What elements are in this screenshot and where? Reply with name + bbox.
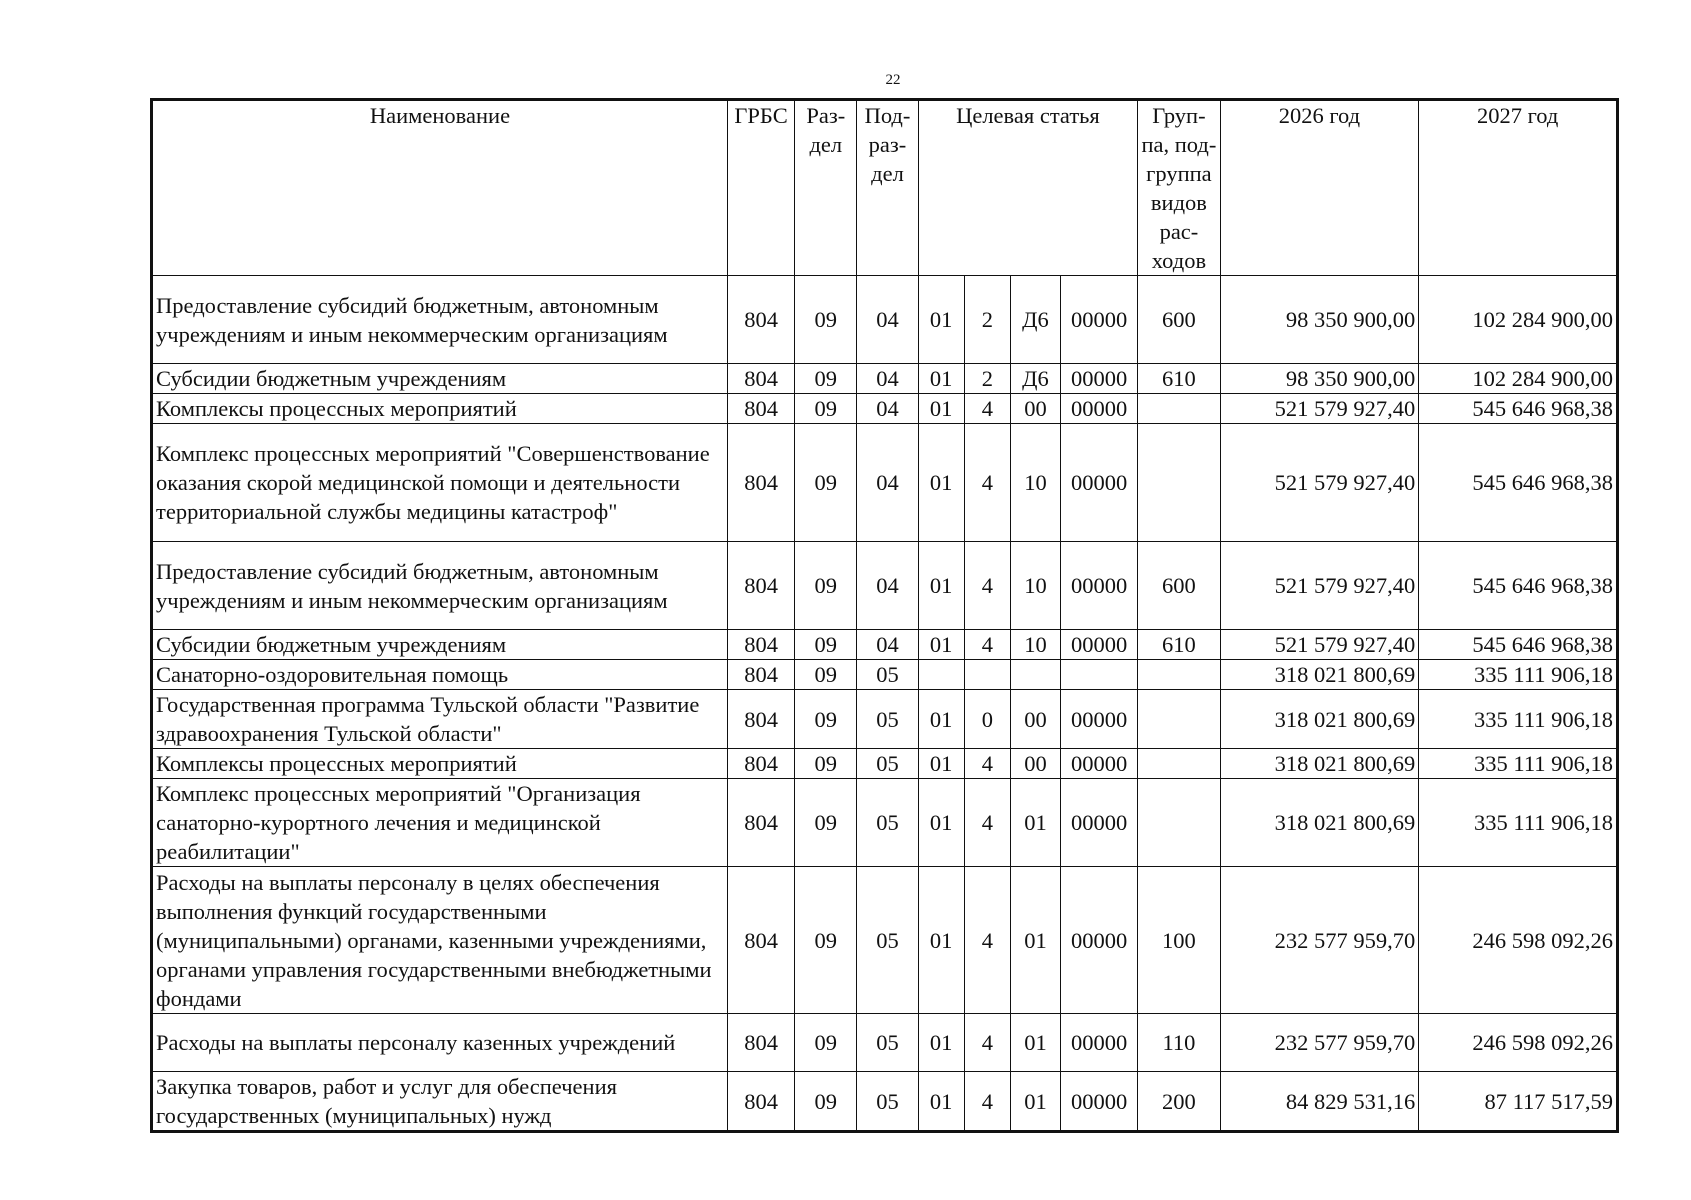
cell-target-structure: Д6 bbox=[1010, 364, 1060, 394]
cell-podrazdel: 05 bbox=[857, 749, 918, 779]
cell-2026: 98 350 900,00 bbox=[1220, 276, 1419, 364]
cell-target-type: 4 bbox=[964, 424, 1010, 542]
cell-target-direction: 00000 bbox=[1061, 1014, 1138, 1072]
cell-2026: 521 579 927,40 bbox=[1220, 542, 1419, 630]
cell-2026: 232 577 959,70 bbox=[1220, 867, 1419, 1014]
cell-target-type: 4 bbox=[964, 1072, 1010, 1132]
cell-grbs: 804 bbox=[727, 424, 794, 542]
header-razdel bbox=[795, 100, 857, 276]
cell-podrazdel: 04 bbox=[857, 542, 918, 630]
cell-target-structure bbox=[1010, 660, 1060, 690]
cell-expense-group: 610 bbox=[1138, 630, 1220, 660]
header-2026: 2026 год bbox=[1220, 100, 1419, 276]
cell-razdel: 09 bbox=[795, 394, 857, 424]
cell-2027: 545 646 968,38 bbox=[1419, 424, 1618, 542]
table-row bbox=[152, 276, 1618, 364]
table-row bbox=[152, 424, 1618, 542]
cell-razdel: 09 bbox=[795, 779, 857, 867]
cell-2026: 318 021 800,69 bbox=[1220, 690, 1419, 749]
page-number: 22 bbox=[885, 72, 901, 88]
table-row bbox=[152, 1014, 1618, 1072]
header-podrazdel bbox=[857, 100, 918, 276]
cell-target-structure: 10 bbox=[1010, 424, 1060, 542]
cell-expense-group bbox=[1138, 690, 1220, 749]
cell-target-direction: 00000 bbox=[1061, 1072, 1138, 1132]
header-name: Наименование bbox=[152, 100, 728, 276]
cell-target-program: 01 bbox=[918, 276, 964, 364]
cell-target-direction: 00000 bbox=[1061, 690, 1138, 749]
cell-razdel: 09 bbox=[795, 364, 857, 394]
cell-target-type: 2 bbox=[964, 364, 1010, 394]
table-body bbox=[152, 276, 1618, 1132]
cell-2027: 87 117 517,59 bbox=[1419, 1072, 1618, 1132]
cell-expense-group bbox=[1138, 749, 1220, 779]
cell-2026: 521 579 927,40 bbox=[1220, 394, 1419, 424]
cell-target-direction: 00000 bbox=[1061, 542, 1138, 630]
cell-expense-group bbox=[1138, 424, 1220, 542]
table-row bbox=[152, 630, 1618, 660]
table-row bbox=[152, 779, 1618, 867]
cell-2026: 318 021 800,69 bbox=[1220, 749, 1419, 779]
table-row bbox=[152, 660, 1618, 690]
cell-target-direction: 00000 bbox=[1061, 779, 1138, 867]
cell-target-structure: 10 bbox=[1010, 630, 1060, 660]
cell-target-program: 01 bbox=[918, 542, 964, 630]
cell-2027: 102 284 900,00 bbox=[1419, 276, 1618, 364]
cell-razdel: 09 bbox=[795, 276, 857, 364]
header-podrazdel-text: Под- раз- дел bbox=[864, 103, 911, 186]
cell-target-program: 01 bbox=[918, 867, 964, 1014]
cell-name: Субсидии бюджетным учреждениям bbox=[152, 364, 728, 394]
cell-target-direction: 00000 bbox=[1061, 394, 1138, 424]
cell-target-program: 01 bbox=[918, 630, 964, 660]
cell-target-structure: 00 bbox=[1010, 690, 1060, 749]
cell-razdel: 09 bbox=[795, 424, 857, 542]
cell-target-type: 4 bbox=[964, 1014, 1010, 1072]
header-razdel-text: Раз- дел bbox=[806, 103, 846, 157]
cell-podrazdel: 05 bbox=[857, 1072, 918, 1132]
cell-target-structure: 01 bbox=[1010, 779, 1060, 867]
cell-grbs: 804 bbox=[727, 660, 794, 690]
cell-podrazdel: 04 bbox=[857, 364, 918, 394]
cell-target-program: 01 bbox=[918, 394, 964, 424]
header-group-text: Груп- па, под- группа видов рас- ходов bbox=[1141, 103, 1217, 273]
cell-2027: 335 111 906,18 bbox=[1419, 660, 1618, 690]
cell-target-structure: 01 bbox=[1010, 1072, 1060, 1132]
cell-grbs: 804 bbox=[727, 542, 794, 630]
cell-podrazdel: 05 bbox=[857, 1014, 918, 1072]
cell-target-program: 01 bbox=[918, 364, 964, 394]
header-2027: 2027 год bbox=[1419, 100, 1618, 276]
cell-podrazdel: 04 bbox=[857, 424, 918, 542]
cell-2026: 232 577 959,70 bbox=[1220, 1014, 1419, 1072]
cell-expense-group bbox=[1138, 394, 1220, 424]
cell-2027: 545 646 968,38 bbox=[1419, 394, 1618, 424]
table-row bbox=[152, 364, 1618, 394]
cell-name: Комплексы процессных мероприятий bbox=[152, 394, 728, 424]
table-row bbox=[152, 690, 1618, 749]
cell-razdel: 09 bbox=[795, 1072, 857, 1132]
cell-grbs: 804 bbox=[727, 867, 794, 1014]
cell-name: Санаторно-оздоровительная помощь bbox=[152, 660, 728, 690]
cell-expense-group: 110 bbox=[1138, 1014, 1220, 1072]
cell-name: Субсидии бюджетным учреждениям bbox=[152, 630, 728, 660]
table-row bbox=[152, 394, 1618, 424]
cell-target-direction: 00000 bbox=[1061, 867, 1138, 1014]
cell-podrazdel: 05 bbox=[857, 867, 918, 1014]
cell-grbs: 804 bbox=[727, 364, 794, 394]
cell-target-program: 01 bbox=[918, 779, 964, 867]
cell-target-direction: 00000 bbox=[1061, 630, 1138, 660]
cell-expense-group: 200 bbox=[1138, 1072, 1220, 1132]
cell-2026: 521 579 927,40 bbox=[1220, 630, 1419, 660]
cell-2027: 335 111 906,18 bbox=[1419, 749, 1618, 779]
cell-expense-group bbox=[1138, 660, 1220, 690]
budget-table bbox=[150, 98, 1619, 1133]
header-grbs: ГРБС bbox=[727, 100, 794, 276]
cell-target-type: 4 bbox=[964, 779, 1010, 867]
cell-2026: 318 021 800,69 bbox=[1220, 779, 1419, 867]
cell-razdel: 09 bbox=[795, 542, 857, 630]
cell-target-direction: 00000 bbox=[1061, 276, 1138, 364]
cell-2027: 102 284 900,00 bbox=[1419, 364, 1618, 394]
cell-expense-group bbox=[1138, 779, 1220, 867]
cell-grbs: 804 bbox=[727, 1014, 794, 1072]
cell-name: Комплекс процессных мероприятий "Совершенствование оказания скорой медицинской помощи и деятельности территориальной службы медицины катастроф" bbox=[152, 424, 728, 542]
cell-target-type: 4 bbox=[964, 542, 1010, 630]
cell-podrazdel: 04 bbox=[857, 630, 918, 660]
cell-razdel: 09 bbox=[795, 660, 857, 690]
cell-razdel: 09 bbox=[795, 690, 857, 749]
cell-target-program: 01 bbox=[918, 749, 964, 779]
cell-target-program bbox=[918, 660, 964, 690]
cell-razdel: 09 bbox=[795, 867, 857, 1014]
cell-target-structure: 00 bbox=[1010, 749, 1060, 779]
table-row bbox=[152, 542, 1618, 630]
cell-target-program: 01 bbox=[918, 1014, 964, 1072]
cell-target-direction: 00000 bbox=[1061, 749, 1138, 779]
cell-target-program: 01 bbox=[918, 690, 964, 749]
cell-2027: 545 646 968,38 bbox=[1419, 630, 1618, 660]
cell-podrazdel: 04 bbox=[857, 394, 918, 424]
header-target: Целевая статья bbox=[918, 100, 1138, 276]
cell-target-program: 01 bbox=[918, 424, 964, 542]
cell-target-direction: 00000 bbox=[1061, 424, 1138, 542]
cell-2027: 545 646 968,38 bbox=[1419, 542, 1618, 630]
table-header-row bbox=[152, 100, 1618, 276]
cell-2026: 318 021 800,69 bbox=[1220, 660, 1419, 690]
cell-razdel: 09 bbox=[795, 630, 857, 660]
cell-target-structure: 01 bbox=[1010, 867, 1060, 1014]
cell-name: Закупка товаров, работ и услуг для обеспечения государственных (муниципальных) нужд bbox=[152, 1072, 728, 1132]
cell-target-structure: 00 bbox=[1010, 394, 1060, 424]
cell-razdel: 09 bbox=[795, 749, 857, 779]
table-row bbox=[152, 867, 1618, 1014]
cell-2027: 335 111 906,18 bbox=[1419, 690, 1618, 749]
cell-2027: 246 598 092,26 bbox=[1419, 867, 1618, 1014]
cell-name: Предоставление субсидий бюджетным, автономным учреждениям и иным некоммерческим организациям bbox=[152, 542, 728, 630]
cell-target-direction: 00000 bbox=[1061, 364, 1138, 394]
cell-grbs: 804 bbox=[727, 394, 794, 424]
cell-podrazdel: 05 bbox=[857, 660, 918, 690]
cell-2026: 521 579 927,40 bbox=[1220, 424, 1419, 542]
cell-2026: 84 829 531,16 bbox=[1220, 1072, 1419, 1132]
cell-target-type: 4 bbox=[964, 749, 1010, 779]
cell-target-direction bbox=[1061, 660, 1138, 690]
cell-grbs: 804 bbox=[727, 1072, 794, 1132]
cell-2027: 246 598 092,26 bbox=[1419, 1014, 1618, 1072]
cell-expense-group: 100 bbox=[1138, 867, 1220, 1014]
cell-podrazdel: 04 bbox=[857, 276, 918, 364]
cell-expense-group: 600 bbox=[1138, 542, 1220, 630]
cell-grbs: 804 bbox=[727, 749, 794, 779]
cell-expense-group: 600 bbox=[1138, 276, 1220, 364]
cell-target-type bbox=[964, 660, 1010, 690]
table-row bbox=[152, 1072, 1618, 1132]
header-group bbox=[1138, 100, 1220, 276]
cell-grbs: 804 bbox=[727, 630, 794, 660]
cell-target-type: 4 bbox=[964, 394, 1010, 424]
cell-target-type: 0 bbox=[964, 690, 1010, 749]
cell-target-type: 2 bbox=[964, 276, 1010, 364]
cell-name: Предоставление субсидий бюджетным, автономным учреждениям и иным некоммерческим организациям bbox=[152, 276, 728, 364]
cell-name: Расходы на выплаты персоналу в целях обеспечения выполнения функций государственными (муниципальными) органами, казенными учреждениями, органами управления государственными внебюджетными фондами bbox=[152, 867, 728, 1014]
cell-2027: 335 111 906,18 bbox=[1419, 779, 1618, 867]
cell-name: Комплекс процессных мероприятий "Организация санаторно-курортного лечения и медицинской реабилитации" bbox=[152, 779, 728, 867]
table-row bbox=[152, 749, 1618, 779]
cell-target-structure: Д6 bbox=[1010, 276, 1060, 364]
cell-2026: 98 350 900,00 bbox=[1220, 364, 1419, 394]
cell-grbs: 804 bbox=[727, 779, 794, 867]
cell-target-type: 4 bbox=[964, 630, 1010, 660]
cell-name: Комплексы процессных мероприятий bbox=[152, 749, 728, 779]
cell-name: Расходы на выплаты персоналу казенных учреждений bbox=[152, 1014, 728, 1072]
cell-grbs: 804 bbox=[727, 276, 794, 364]
cell-target-structure: 10 bbox=[1010, 542, 1060, 630]
cell-podrazdel: 05 bbox=[857, 779, 918, 867]
cell-expense-group: 610 bbox=[1138, 364, 1220, 394]
cell-target-type: 4 bbox=[964, 867, 1010, 1014]
cell-target-structure: 01 bbox=[1010, 1014, 1060, 1072]
cell-grbs: 804 bbox=[727, 690, 794, 749]
cell-name: Государственная программа Тульской области "Развитие здравоохранения Тульской области" bbox=[152, 690, 728, 749]
cell-podrazdel: 05 bbox=[857, 690, 918, 749]
cell-razdel: 09 bbox=[795, 1014, 857, 1072]
cell-target-program: 01 bbox=[918, 1072, 964, 1132]
